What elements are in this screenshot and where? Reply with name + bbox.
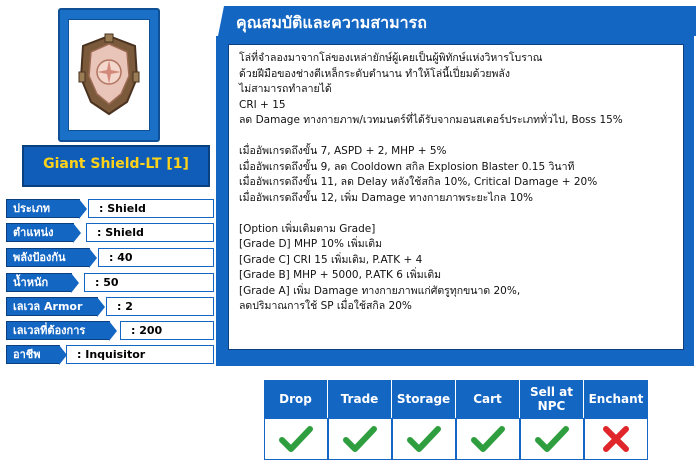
- stat-label: เลเวลที่ต้องการ: [6, 321, 110, 340]
- stat-value: : 2: [106, 297, 214, 316]
- stat-value: : Inquisitor: [66, 345, 214, 364]
- stat-value: : Shield: [86, 223, 214, 242]
- stat-label: เลเวล Armor: [6, 297, 98, 316]
- description-line: [Grade D] MHP 10% เพิ่มเติม: [239, 238, 383, 250]
- description-panel: [216, 36, 694, 366]
- stat-value: : 40: [98, 248, 214, 267]
- item-image-frame: [68, 19, 150, 131]
- description-line: เมื่ออัพเกรดถึงขั้น 11, ลด Delay หลังใช้สกิล 10%, Critical Damage + 20%: [239, 176, 598, 188]
- perm-cell-cart: [456, 418, 520, 460]
- item-name-box: [22, 145, 210, 187]
- stat-row-type: [6, 199, 214, 218]
- stat-label: ตำแหน่ง: [6, 223, 74, 242]
- perm-cell-enchant: [584, 418, 648, 460]
- description-line: [239, 129, 673, 145]
- description-line: [Grade B] MHP + 5000, P.ATK 6 เพิ่มเติม: [239, 269, 442, 281]
- description-line: ลด Damage ทางกายภาพ/เวทมนตร์ที่ได้รับจากมอนสเตอร์ประเภททั่วไป, Boss 15%: [239, 114, 623, 126]
- perm-header-enchant: Enchant: [584, 380, 648, 418]
- description-line: CRI + 15: [239, 98, 286, 111]
- perm-cell-sell-at-npc: [520, 418, 584, 460]
- description-line: ไม่สามารถทำลายได้: [239, 83, 332, 95]
- perm-header-trade: Trade: [328, 380, 392, 418]
- stat-row-job: [6, 345, 214, 364]
- description-line: [Option เพิ่มเติมตาม Grade]: [239, 222, 376, 235]
- stat-label: ประเภท: [6, 199, 80, 218]
- description-line: ลดปริมาณการใช้ SP เมื่อใช้สกิล 20%: [239, 300, 412, 312]
- perm-header-drop: Drop: [264, 380, 328, 418]
- stat-row-required-level: [6, 321, 214, 340]
- description-line: [Grade C] CRI 15 เพิ่มเติม, P.ATK + 4: [239, 253, 423, 266]
- item-name: Giant Shield-LT [1]: [43, 156, 189, 172]
- stat-label: น้ำหนัก: [6, 273, 72, 292]
- stat-row-weight: [6, 273, 214, 292]
- permissions-table: [264, 380, 648, 460]
- description-line: [239, 206, 673, 222]
- description-line: ด้วยฝีมือของช่างตีเหล็กระดับตำนาน ทำให้โล่นี้เปี่ยมด้วยพลัง: [239, 67, 510, 80]
- stat-value: : 50: [84, 273, 214, 292]
- check-icon: [471, 425, 505, 453]
- check-icon: [343, 425, 377, 453]
- description-line: โล่ที่จำลองมาจากโล่ของเหล่ายักษ์ผู้เคยเป็นผู้พิทักษ์แห่งวิหารโบราณ: [239, 52, 543, 64]
- stat-row-armor-level: [6, 297, 214, 316]
- check-icon: [407, 425, 441, 453]
- stat-label: พลังป้องกัน: [6, 248, 90, 267]
- stat-row-position: [6, 223, 214, 242]
- description-line: [Grade A] เพิ่ม Damage ทางกายภาพแก่ศัตรูทุกขนาด 20%,: [239, 284, 521, 297]
- cross-icon: [601, 424, 631, 454]
- stat-value: : Shield: [88, 199, 214, 218]
- description-text-box: [228, 44, 684, 350]
- stat-label: อาชีพ: [6, 345, 60, 364]
- description-line: เมื่ออัพเกรดถึงขั้น 7, ASPD + 2, MHP + 5%: [239, 145, 447, 157]
- description-header: [218, 6, 696, 36]
- check-icon: [535, 425, 569, 453]
- perm-header-sell-at-npc: Sell at NPC: [520, 380, 584, 418]
- perm-header-storage: Storage: [392, 380, 456, 418]
- stat-row-defense: [6, 248, 214, 267]
- stat-value: : 200: [120, 321, 214, 340]
- perm-cell-drop: [264, 418, 328, 460]
- description-line: เมื่ออัพเกรดถึงขั้น 9, ลด Cooldown สกิล Explosion Blaster 0.15 วินาที: [239, 160, 575, 173]
- description-line: เมื่ออัพเกรดถึงขั้น 12, เพิ่ม Damage ทางกายภาพระยะไกล 10%: [239, 191, 533, 204]
- description-title: คุณสมบัติและความสามารถ: [236, 13, 427, 32]
- giant-shield-icon: [77, 32, 141, 118]
- perm-cell-trade: [328, 418, 392, 460]
- perm-cell-storage: [392, 418, 456, 460]
- perm-header-cart: Cart: [456, 380, 520, 418]
- item-image-card: [58, 8, 160, 142]
- check-icon: [279, 425, 313, 453]
